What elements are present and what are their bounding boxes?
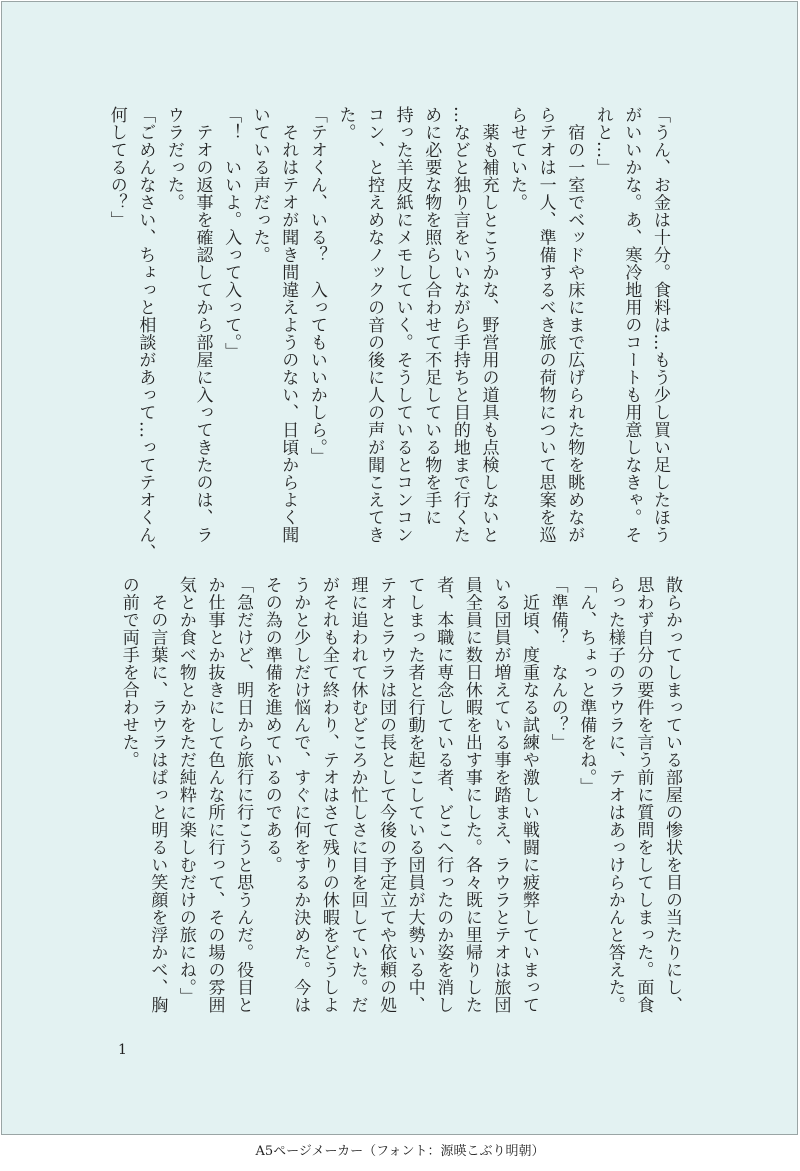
text-line: らテオは一人、準備するべき旅の荷物について思案を巡 (535, 106, 556, 544)
text-line: 持った羊皮紙にメモしていく。そうしているとコンコン (392, 106, 413, 544)
text-line: 「ん、ちょっと準備をね。」 (576, 576, 597, 795)
text-line: 散らかってしまっている部屋の惨状を目の当たりにし、 (662, 576, 682, 1014)
text-line: 宿の一室でベッドや床にまで広げられた物を眺めなが (564, 106, 585, 544)
text-line: 「うん、お金は十分。食料は…もう少し買い足したほう (650, 106, 670, 544)
text-line: た。 (335, 106, 356, 141)
text-line: らせていた。 (507, 106, 528, 211)
bottom-text-block (114, 576, 686, 1016)
text-line: ウラだった。 (163, 106, 184, 211)
text-line: うかと少しだけ悩んで、すぐに何をするか決めた。今は (290, 576, 311, 1014)
top-text-block (106, 106, 674, 561)
text-line: がそれも全て終わり、テオはさて残りの休暇をどうしよ (318, 576, 339, 1014)
text-line: 理に追われて休むどころか忙しさに目を回していた。だ (347, 576, 368, 1014)
text-line: テオの返事を確認してから部屋に入ってきたのは、ラ (192, 106, 213, 544)
text-line: 「ごめんなさい、ちょっと相談があって…ってテオくん、 (135, 106, 156, 561)
text-line: がいいかな。あ、寒冷地用のコートも用意しなきゃ。そ (621, 106, 642, 544)
text-line: テオとラウラは団の長として今後の予定立てや依頼の処 (376, 576, 397, 1014)
text-line: の前で両手を合わせた。 (118, 576, 139, 769)
text-line: 「準備？ なんの？」 (547, 576, 568, 751)
page-number: 1 (118, 1042, 127, 1058)
text-line: いる団員が増えている事を踏まえ、ラウラとテオは旅団 (490, 576, 511, 1014)
text-line: れと…」 (592, 106, 613, 176)
text-line: それはテオが聞き間違えようのない、日頃からよく聞 (278, 106, 299, 544)
page-sheet (1, 1, 798, 1135)
text-line: 何してるの？」 (106, 106, 127, 229)
text-line: いている声だった。 (249, 106, 270, 264)
text-line: か仕事とか抜きにして色んな所に行って、その場の雰囲 (204, 576, 225, 1014)
text-line: 気とか食べ物とかをただ純粋に楽しむだけの旅にね。」 (175, 576, 196, 1005)
text-line: 思わず自分の要件を言う前に質問をしてしまった。面食 (633, 576, 654, 1014)
text-line: 「急だけど、明日から旅行に行こうと思うんだ。役目と (233, 576, 254, 1014)
text-line: コン、と控えめなノックの音の後に人の声が聞こえてき (364, 106, 385, 544)
text-line: 員全員に数日休暇を出す事にした。各々既に里帰りした (461, 576, 482, 1014)
text-line: らった様子のラウラに、テオはあっけらかんと答えた。 (604, 576, 625, 1014)
text-line: 薬も補充しとこうかな、野営用の道具も点検しないと (478, 106, 499, 544)
text-line: その言葉に、ラウラはぱっと明るい笑顔を浮かべ、胸 (147, 576, 168, 1014)
text-line: その為の準備を進めているのである。 (261, 576, 282, 874)
text-line: 近頃、度重なる試練や激しい戦闘に疲弊していまって (519, 576, 540, 1014)
footer-caption: A5ページメーカー（フォント：源暎こぶり明朝） (255, 1144, 545, 1159)
text-line: 者、本職に専念している者、どこへ行ったのか姿を消し (433, 576, 454, 1014)
text-line: 「！ いいよ。入って入って。」 (221, 106, 242, 360)
text-line: 「テオくん、いる？ 入ってもいいかしら。」 (306, 106, 327, 465)
text-line: …などと独り言をいいながら手持ちと目的地まで行くた (449, 106, 470, 544)
text-line: てしまった者と行動を起こしている団員が大勢いる中、 (404, 576, 425, 1014)
text-line: めに必要な物を照らし合わせて不足している物を手に (421, 106, 442, 526)
